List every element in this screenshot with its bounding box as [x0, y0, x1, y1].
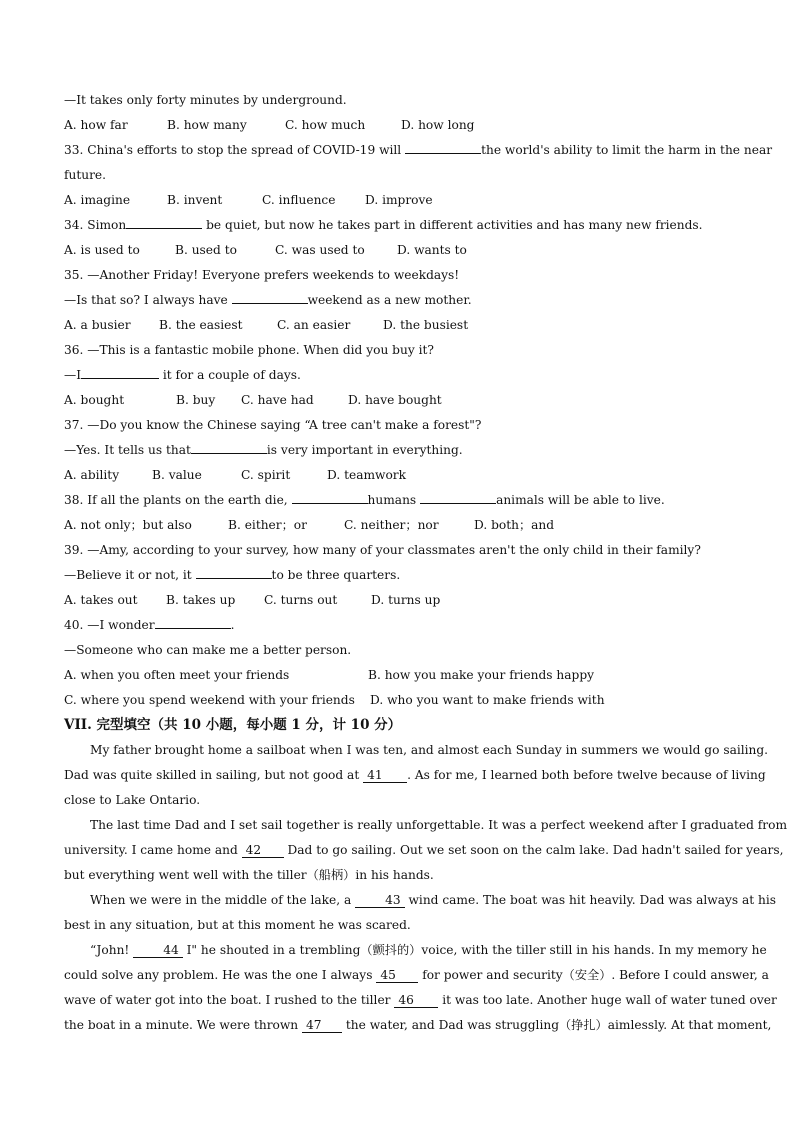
- option: D. improve: [365, 193, 433, 207]
- passage-text: university. I came home and: [64, 843, 238, 857]
- options-q33: [64, 188, 730, 213]
- question-text: 38. If all the plants on the earth die,: [64, 493, 288, 507]
- option: D. turns up: [371, 593, 441, 607]
- option: B. how many: [167, 118, 247, 132]
- passage-line: close to Lake Ontario.: [64, 793, 201, 807]
- option: A. when you often meet your friends: [64, 668, 290, 682]
- option: A. bought: [64, 393, 125, 407]
- passage-line: The last time Dad and I set sail together is really unforgettable. It was a perfect weekend after I graduated from: [90, 818, 788, 832]
- question-text: —I: [64, 368, 82, 382]
- options-q40-row1: [64, 663, 730, 688]
- option: D. who you want to make friends with: [370, 693, 605, 707]
- cloze-blank-42: 42: [242, 843, 284, 858]
- options-q39: [64, 588, 730, 613]
- question-text: .: [230, 618, 235, 632]
- options-q36: [64, 388, 730, 413]
- question-text: it for a couple of days.: [162, 368, 301, 382]
- passage-text: “John!: [90, 943, 130, 957]
- passage-line: [64, 838, 784, 863]
- option: C. how much: [285, 118, 366, 132]
- answer-blank: [191, 441, 267, 454]
- question-text: —Yes. It tells us that: [64, 443, 191, 457]
- option: C. influence: [262, 193, 336, 207]
- answer-blank: [232, 291, 308, 304]
- passage-text: the water, and Dad was struggling（挣扎）aimlessly. At that moment,: [345, 1018, 772, 1032]
- question-37: 37. —Do you know the Chinese saying “A tree can't make a forest"?: [64, 418, 482, 432]
- question-40: [64, 613, 730, 638]
- question-text: to be three quarters.: [271, 568, 401, 582]
- option: A. imagine: [64, 193, 131, 207]
- passage-line: best in any situation, but at this moment he was scared.: [64, 918, 411, 932]
- option: C. turns out: [264, 593, 338, 607]
- question-35-reply: [64, 288, 730, 313]
- passage-line: [64, 988, 777, 1013]
- passage-text: it was too late. Another huge wall of water tuned over: [442, 993, 777, 1007]
- options-q32: [64, 113, 730, 138]
- option: C. where you spend weekend with your friends: [64, 693, 355, 707]
- question-text: weekend as a new mother.: [307, 293, 472, 307]
- cloze-blank-46: 46: [394, 993, 438, 1008]
- cloze-blank-41: 41: [363, 768, 407, 783]
- option: B. value: [152, 468, 202, 482]
- question-36-reply: [64, 363, 730, 388]
- answer-blank: [196, 566, 272, 579]
- passage-line: [64, 938, 767, 963]
- cloze-blank-47: 47: [302, 1018, 342, 1033]
- option: A. not only；but also: [64, 518, 192, 532]
- option: A. a busier: [64, 318, 131, 332]
- answer-blank: [405, 141, 481, 154]
- question-39: 39. —Amy, according to your survey, how many of your classmates aren't the only child in their family?: [64, 543, 701, 557]
- cloze-blank-44: 44: [133, 943, 183, 958]
- question-40-reply: —Someone who can make me a better person.: [64, 643, 352, 657]
- option: C. have had: [241, 393, 314, 407]
- options-q37: [64, 463, 730, 488]
- section-heading: VII. 完型填空（共 10 小题，每小题 1 分，计 10 分）: [64, 717, 402, 733]
- answer-blank: [420, 491, 496, 504]
- question-text: future.: [64, 168, 107, 182]
- passage-text: Dad was quite skilled in sailing, but not good at: [64, 768, 360, 782]
- passage-line: [64, 963, 769, 988]
- question-text: humans: [367, 493, 417, 507]
- option: B. used to: [175, 243, 237, 257]
- question-text: is very important in everything.: [266, 443, 463, 457]
- option: C. spirit: [241, 468, 291, 482]
- passage-text: . As for me, I learned both before twelve because of living: [407, 768, 766, 782]
- answer-blank: [155, 616, 231, 629]
- question-39-reply: [64, 563, 730, 588]
- passage-line: [64, 763, 766, 788]
- passage-line: [64, 1013, 772, 1038]
- options-q40-row2: [64, 688, 730, 713]
- question-text: the world's ability to limit the harm in the near: [481, 143, 773, 157]
- option: C. an easier: [277, 318, 351, 332]
- option: D. teamwork: [327, 468, 406, 482]
- option: A. is used to: [64, 243, 140, 257]
- passage-text: for power and security（安全）. Before I could answer, a: [422, 968, 769, 982]
- option: B. buy: [176, 393, 216, 407]
- option: D. have bought: [348, 393, 442, 407]
- option: A. ability: [64, 468, 120, 482]
- question-text: 34. Simon: [64, 218, 127, 232]
- passage-text: Dad to go sailing. Out we set soon on the calm lake. Dad hadn't sailed for years,: [287, 843, 784, 857]
- passage-text: the boat in a minute. We were thrown: [64, 1018, 299, 1032]
- option: D. wants to: [397, 243, 467, 257]
- question-text: be quiet, but now he takes part in different activities and has many new friends.: [206, 218, 703, 232]
- option: B. invent: [167, 193, 223, 207]
- option: B. how you make your friends happy: [368, 668, 595, 682]
- options-q35: [64, 313, 730, 338]
- passage-text: When we were in the middle of the lake, a: [90, 893, 352, 907]
- cloze-blank-45: 45: [376, 968, 418, 983]
- passage-line: but everything went well with the tiller（船柄）in his hands.: [64, 868, 434, 882]
- option: B. the easiest: [159, 318, 243, 332]
- passage-text: could solve any problem. He was the one I always: [64, 968, 373, 982]
- option: C. neither；nor: [344, 518, 439, 532]
- question-36: 36. —This is a fantastic mobile phone. When did you buy it?: [64, 343, 434, 357]
- answer-blank: [126, 216, 202, 229]
- exam-page: [64, 88, 788, 1038]
- options-q38: [64, 513, 730, 538]
- answer-blank: [292, 491, 368, 504]
- question-33: [64, 138, 773, 163]
- passage-line: My father brought home a sailboat when I was ten, and almost each Sunday in summers we would go sailing.: [90, 743, 769, 757]
- question-text: —Is that so? I always have: [64, 293, 228, 307]
- question-34: [64, 213, 730, 238]
- option: D. both；and: [474, 518, 555, 532]
- question-text: animals will be able to live.: [496, 493, 665, 507]
- option: A. how far: [64, 118, 128, 132]
- passage-text: wind came. The boat was hit heavily. Dad was always at his: [408, 893, 777, 907]
- answer-blank: [81, 366, 159, 379]
- question-text: —Believe it or not, it: [64, 568, 192, 582]
- passage-text: I" he shouted in a trembling（颤抖的）voice, with the tiller still in his hands. In my memory he: [186, 943, 767, 957]
- option: B. takes up: [166, 593, 236, 607]
- question-38: [64, 488, 730, 513]
- question-35: 35. —Another Friday! Everyone prefers weekends to weekdays!: [64, 268, 460, 282]
- options-q34: [64, 238, 730, 263]
- question-text: 33. China's efforts to stop the spread of COVID-19 will: [64, 143, 402, 157]
- cloze-blank-43: 43: [355, 893, 405, 908]
- passage-text: wave of water got into the boat. I rushed to the tiller: [64, 993, 391, 1007]
- question-text: 40. —I wonder: [64, 618, 155, 632]
- option: D. the busiest: [383, 318, 469, 332]
- option: B. either；or: [228, 518, 307, 532]
- passage-line: [64, 888, 777, 913]
- answer-line: —It takes only forty minutes by underground.: [64, 93, 347, 107]
- option: C. was used to: [275, 243, 365, 257]
- option: A. takes out: [64, 593, 138, 607]
- option: D. how long: [401, 118, 475, 132]
- question-37-reply: [64, 438, 730, 463]
